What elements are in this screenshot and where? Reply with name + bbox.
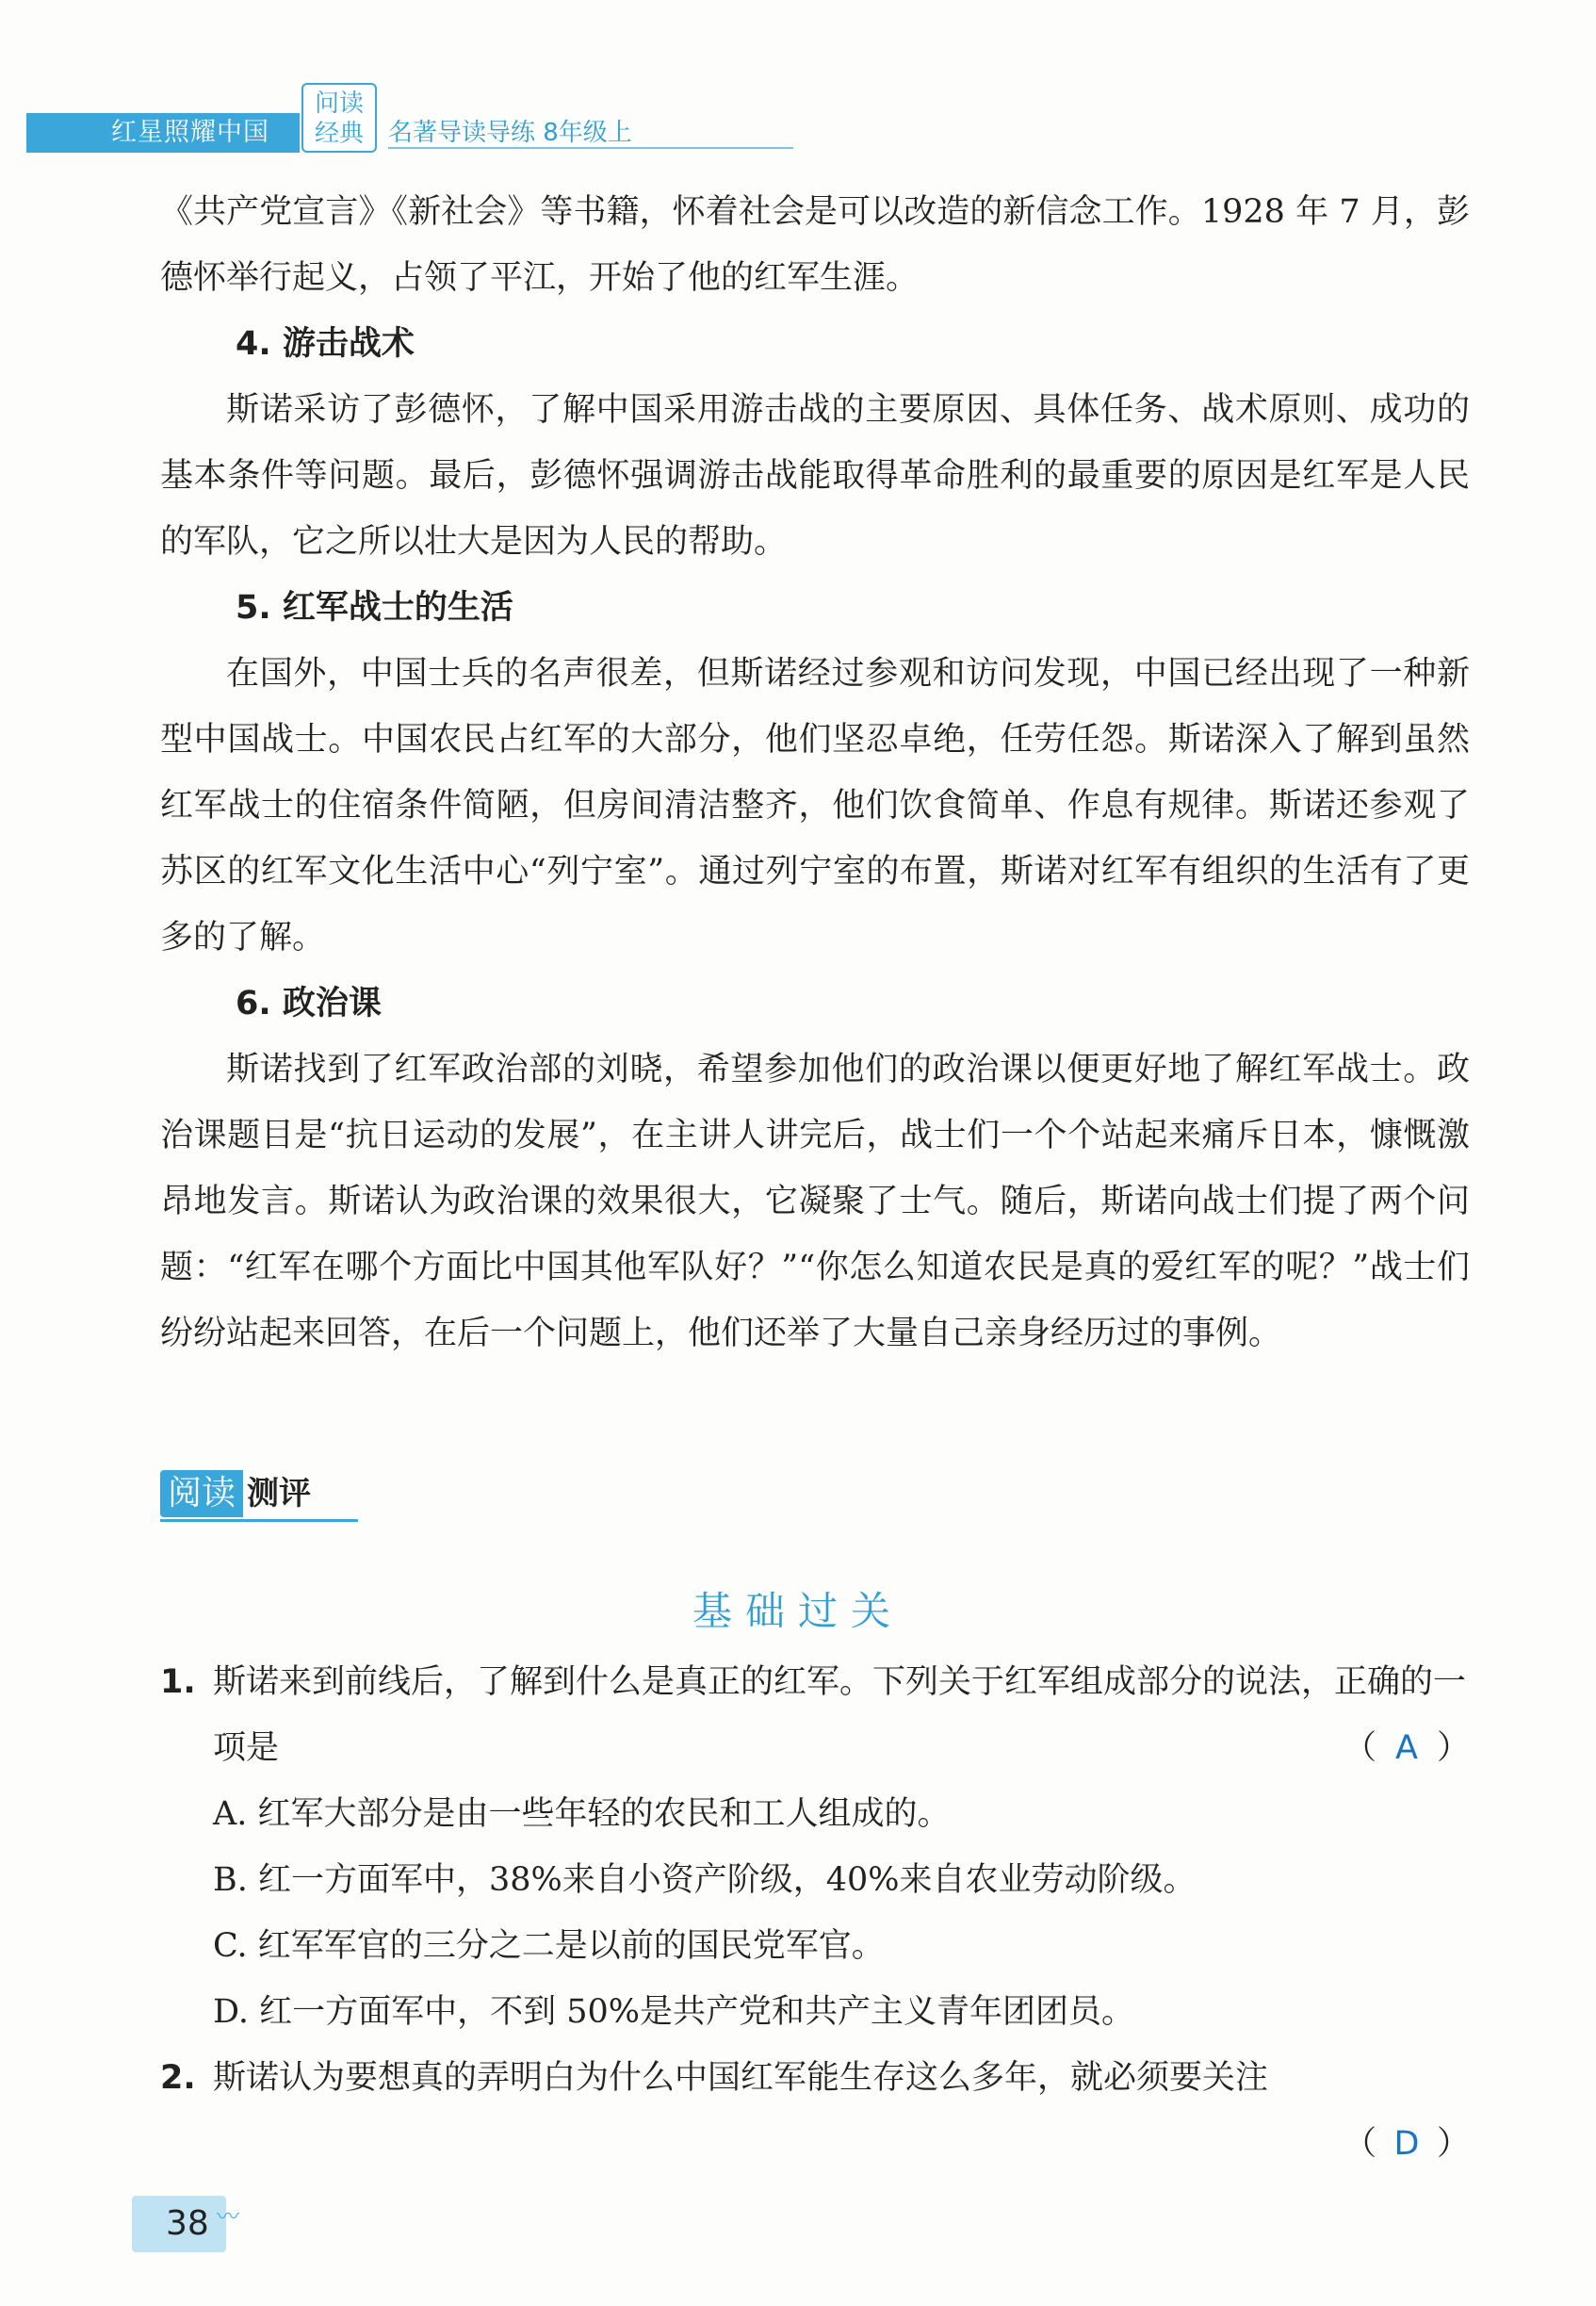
answer-bracket [1344, 1715, 1470, 1781]
question-stem: 斯诺来到前线后，了解到什么是真正的红军。下列关于红军组成部分的说法，正确的一项是 [213, 1663, 1467, 1767]
paren-left: （ [1343, 2125, 1376, 2163]
reading-assessment-tag [160, 1470, 358, 1523]
reading-content [160, 179, 1470, 1366]
section-title: 基础过关 [692, 1588, 904, 1634]
answer-line [213, 2111, 1470, 2177]
question-number: 2. [160, 2059, 196, 2097]
wave-icon: 〰 [217, 2203, 239, 2230]
reading-tag-label: 测评 [247, 1475, 312, 1513]
reading-tag-underline [160, 1519, 358, 1522]
question-2 [160, 2045, 1470, 2177]
paren-right: ） [1436, 1729, 1470, 1767]
question-1 [160, 1649, 1470, 1781]
paren-right: ） [1436, 2125, 1470, 2163]
paragraph-6: 斯诺找到了红军政治部的刘晓，希望参加他们的政治课以便更好地了解红军战士。政治课题目是“抗日运动的发展”，在主讲人讲完后，战士们一个个站起来痛斥日本，慷慨激昂地发言。斯诺认为政治课的效果很大，它凝聚了士气。随后，斯诺向战士们提了两个问题：“红军在哪个方面比中国其他军队好？”“你怎么知道农民是真的爱红军的呢？”战士们纷纷站起来回答，在后一个问题上，他们还举了大量自己亲身经历过的事例。 [160, 1051, 1470, 1352]
page-number: 38 [132, 2196, 226, 2252]
option-d: D. 红一方面军中，不到 50%是共产党和共产主义青年团团员。 [213, 1993, 1134, 2031]
series-logo [301, 83, 377, 153]
series-subtitle: 名著导读导练 8年级上 [388, 119, 632, 147]
section-heading-4: 4. 游击战术 [236, 325, 415, 363]
section-heading-5: 5. 红军战士的生活 [236, 589, 513, 627]
book-title: 红星照耀中国 [26, 113, 300, 153]
option-a: A. 红军大部分是由一些年轻的农民和工人组成的。 [213, 1795, 951, 1833]
question-stem: 斯诺认为要想真的弄明白为什么中国红军能生存这么多年，就必须要关注 [213, 2059, 1269, 2097]
section-heading-6: 6. 政治课 [236, 985, 382, 1022]
series-logo-line2: 经典 [314, 120, 364, 148]
answer-value: A [1395, 1729, 1418, 1767]
paragraph-5: 在国外，中国士兵的名声很差，但斯诺经过参观和访问发现，中国已经出现了一种新型中国战士。中国农民占红军的大部分，他们坚忍卓绝，任劳任怨。斯诺深入了解到虽然红军战士的住宿条件简陋，但房间清洁整齐，他们饮食简单、作息有规律。斯诺还参观了苏区的红军文化生活中心“列宁室”。通过列宁室的布置，斯诺对红军有组织的生活有了更多的了解。 [160, 655, 1470, 957]
option-b: B. 红一方面军中，38%来自小资产阶级，40%来自农业劳动阶级。 [213, 1861, 1197, 1899]
reading-tag-box: 阅读 [160, 1470, 243, 1517]
question-list [160, 1649, 1470, 2177]
paragraph-4: 斯诺采访了彭德怀，了解中国采用游击战的主要原因、具体任务、战术原则、成功的基本条件等问题。最后，彭德怀强调游击战能取得革命胜利的最重要的原因是红军是人民的军队，它之所以壮大是因为人民的帮助。 [160, 391, 1470, 561]
paren-left: （ [1343, 1729, 1376, 1767]
continued-paragraph: 《共产党宣言》《新社会》等书籍，怀着社会是可以改造的新信念工作。1928 年 7 月，彭德怀举行起义，占领了平江，开始了他的红军生涯。 [160, 193, 1470, 297]
page-header [26, 77, 780, 153]
answer-bracket [1344, 2111, 1470, 2177]
answer-line [213, 1715, 1470, 1781]
option-c: C. 红军军官的三分之二是以前的国民党军官。 [213, 1927, 885, 1965]
answer-value: D [1393, 2125, 1420, 2163]
series-logo-line1: 问读 [314, 90, 364, 118]
question-number: 1. [160, 1663, 196, 1701]
header-divider [388, 147, 793, 149]
